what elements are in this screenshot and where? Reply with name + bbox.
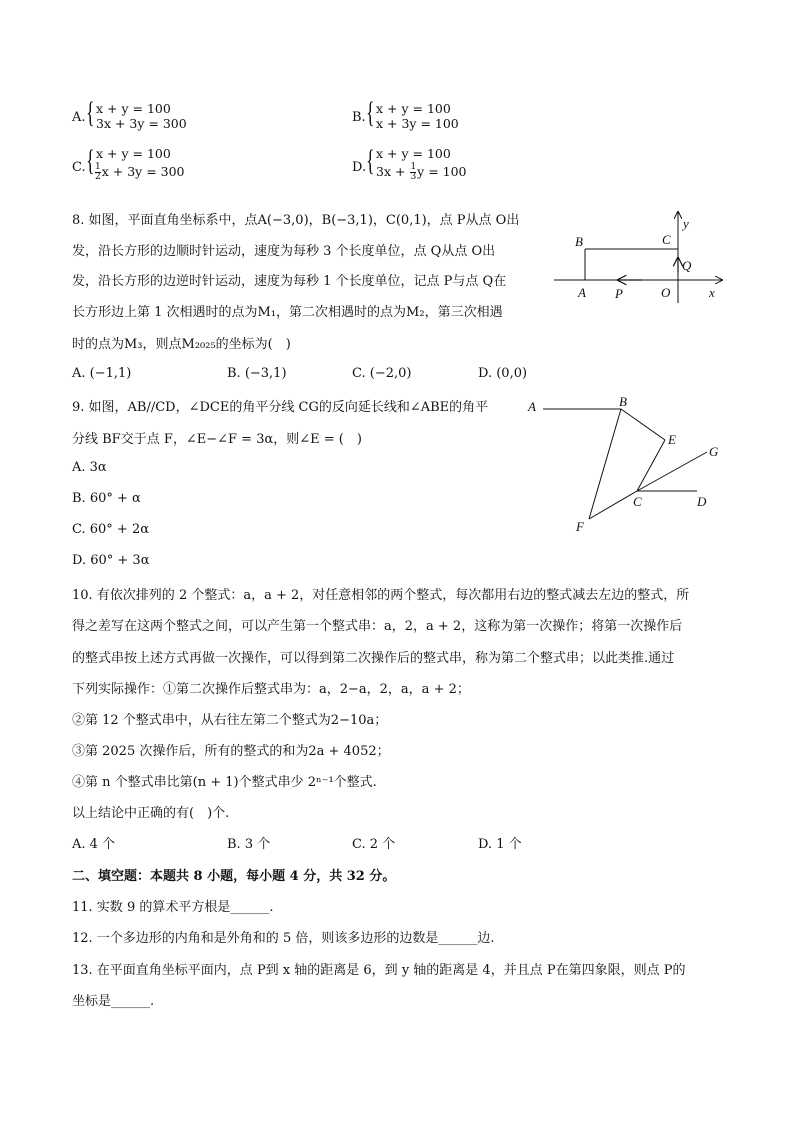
q10-line-2: 得之差写在这两个整式之间，可以产生第一个整式串：a，2，a + 2，这称为第一次操作；将第一次操作后 [72,619,683,634]
brace: { [86,144,95,177]
q10-option-a: A. 4 个 [72,837,116,852]
label-g: G [709,444,719,459]
equation-2: $\frac{1}{2}$ x + 3y = 300 [95,162,185,182]
q8-coordinate-figure [550,208,730,308]
label-y: y [683,216,689,231]
label-a: A [578,285,586,300]
label-c: C [662,232,671,247]
line-bf [589,409,621,519]
brace: { [366,144,375,177]
label-a: A [528,399,536,414]
label-b: B [575,234,583,249]
q8-option-d: D. (0,0) [478,366,528,381]
q8-option-b: B. (−3,1) [227,366,287,381]
q10-line-1: 10. 有依次排列的 2 个整式：a，a + 2，对任意相邻的两个整式，每次都用右边的整式减去左边的整式，所 [72,588,690,603]
q10-line-5: ②第 12 个整式串中，从右往左第二个整式为2−10a； [72,713,388,728]
q9-option-d: D. 60° + 3α [72,553,150,568]
q10-line-7: ④第 n 个整式串比第(n + 1)个整式串少 2ⁿ⁻¹个整式. [72,775,377,790]
label-c: C [633,494,642,509]
question-11: 11. 实数 9 的算术平方根是______. [72,900,274,915]
section-2-heading: 二、填空题：本题共 8 小题，每小题 4 分，共 32 分。 [72,869,396,884]
q8-option-c: C. (−2,0) [352,366,412,381]
q10-line-6: ③第 2025 次操作后，所有的整式的和为2a + 4052； [72,744,390,759]
q8-option-a: A. (−1,1) [72,366,132,381]
equation-1: x + y = 100 [96,101,171,116]
q10-line-3: 的整式串按上述方式再做一次操作，可以得到第二次操作后的整式串，称为第二个整式串；以此类推.通过 [72,651,675,666]
q10-option-d: D. 1 个 [478,837,522,852]
equation-1: x + y = 100 [376,101,451,116]
label-q: Q [682,258,692,273]
q13-line-1: 13. 在平面直角坐标平面内，点 P到 x 轴的距离是 6，到 y 轴的距离是 4，并且点 P在第四象限，则点 P的 [72,963,686,978]
q9-line-1: 9. 如图，AB//CD，∠DCE的角平分线 CG的反向延长线和∠ABE的角平 [72,400,489,415]
fraction: $\frac{1}{2}$ [95,162,101,182]
label-x: x [709,285,715,300]
label-f: F [576,519,584,534]
label-p: P [615,286,623,301]
label-d: D [697,494,707,509]
q9-option-c: C. 60° + 2α [72,522,149,537]
equation-2: x + 3y = 100 [376,116,459,131]
option-label: D. [352,160,367,175]
q9-option-a: A. 3α [72,460,107,475]
q8-line-4: 长方形边上第 1 次相遇时的点为M₁，第二次相遇时的点为M₂，第三次相遇 [72,305,503,320]
brace: { [366,96,375,129]
q9-option-b: B. 60° + α [72,491,141,506]
label-o: O [661,285,671,300]
q13-line-2: 坐标是______. [72,994,155,1009]
equation-1: x + y = 100 [96,146,171,161]
equation-1: x + y = 100 [376,146,451,161]
q8-line-2: 发，沿长方形的边顺时针运动，速度为每秒 3 个长度单位，点 Q从点 O出 [72,244,496,259]
option-label: A. [72,110,86,125]
option-label: C. [72,160,86,175]
label-b: B [619,394,627,409]
brace: { [86,96,95,129]
fraction: $\frac{1}{3}$ [410,162,417,182]
q10-line-4: 下列实际操作：①第二次操作后整式串为：a，2−a，2，a，a + 2； [72,682,470,697]
question-12: 12. 一个多边形的内角和是外角和的 5 倍，则该多边形的边数是______边. [72,931,495,946]
q9-angle-figure [525,392,725,542]
q9-line-2: 分线 BF交于点 F，∠E−∠F = 3α，则∠E = ( ) [72,432,362,447]
label-e: E [668,432,676,447]
option-label: B. [352,110,366,125]
q10-option-b: B. 3 个 [227,837,271,852]
equation-2: 3x + 3y = 300 [96,116,187,131]
q8-line-1: 8. 如图，平面直角坐标系中，点A(−3,0)，B(−3,1)，C(0,1)，点 P从点 O出 [72,213,520,228]
q10-option-c: C. 2 个 [352,837,396,852]
q8-line-3: 发，沿长方形的边逆时针运动，速度为每秒 1 个长度单位，记点 P与点 Q在 [72,274,507,289]
equation-2: 3x + $\frac{1}{3}$ y = 100 [376,162,467,182]
line-be [621,409,665,440]
q10-line-8: 以上结论中正确的有( )个. [72,806,230,821]
q8-line-5: 时的点为M₃，则点M₂₀₂₅的坐标为( ) [72,337,291,352]
